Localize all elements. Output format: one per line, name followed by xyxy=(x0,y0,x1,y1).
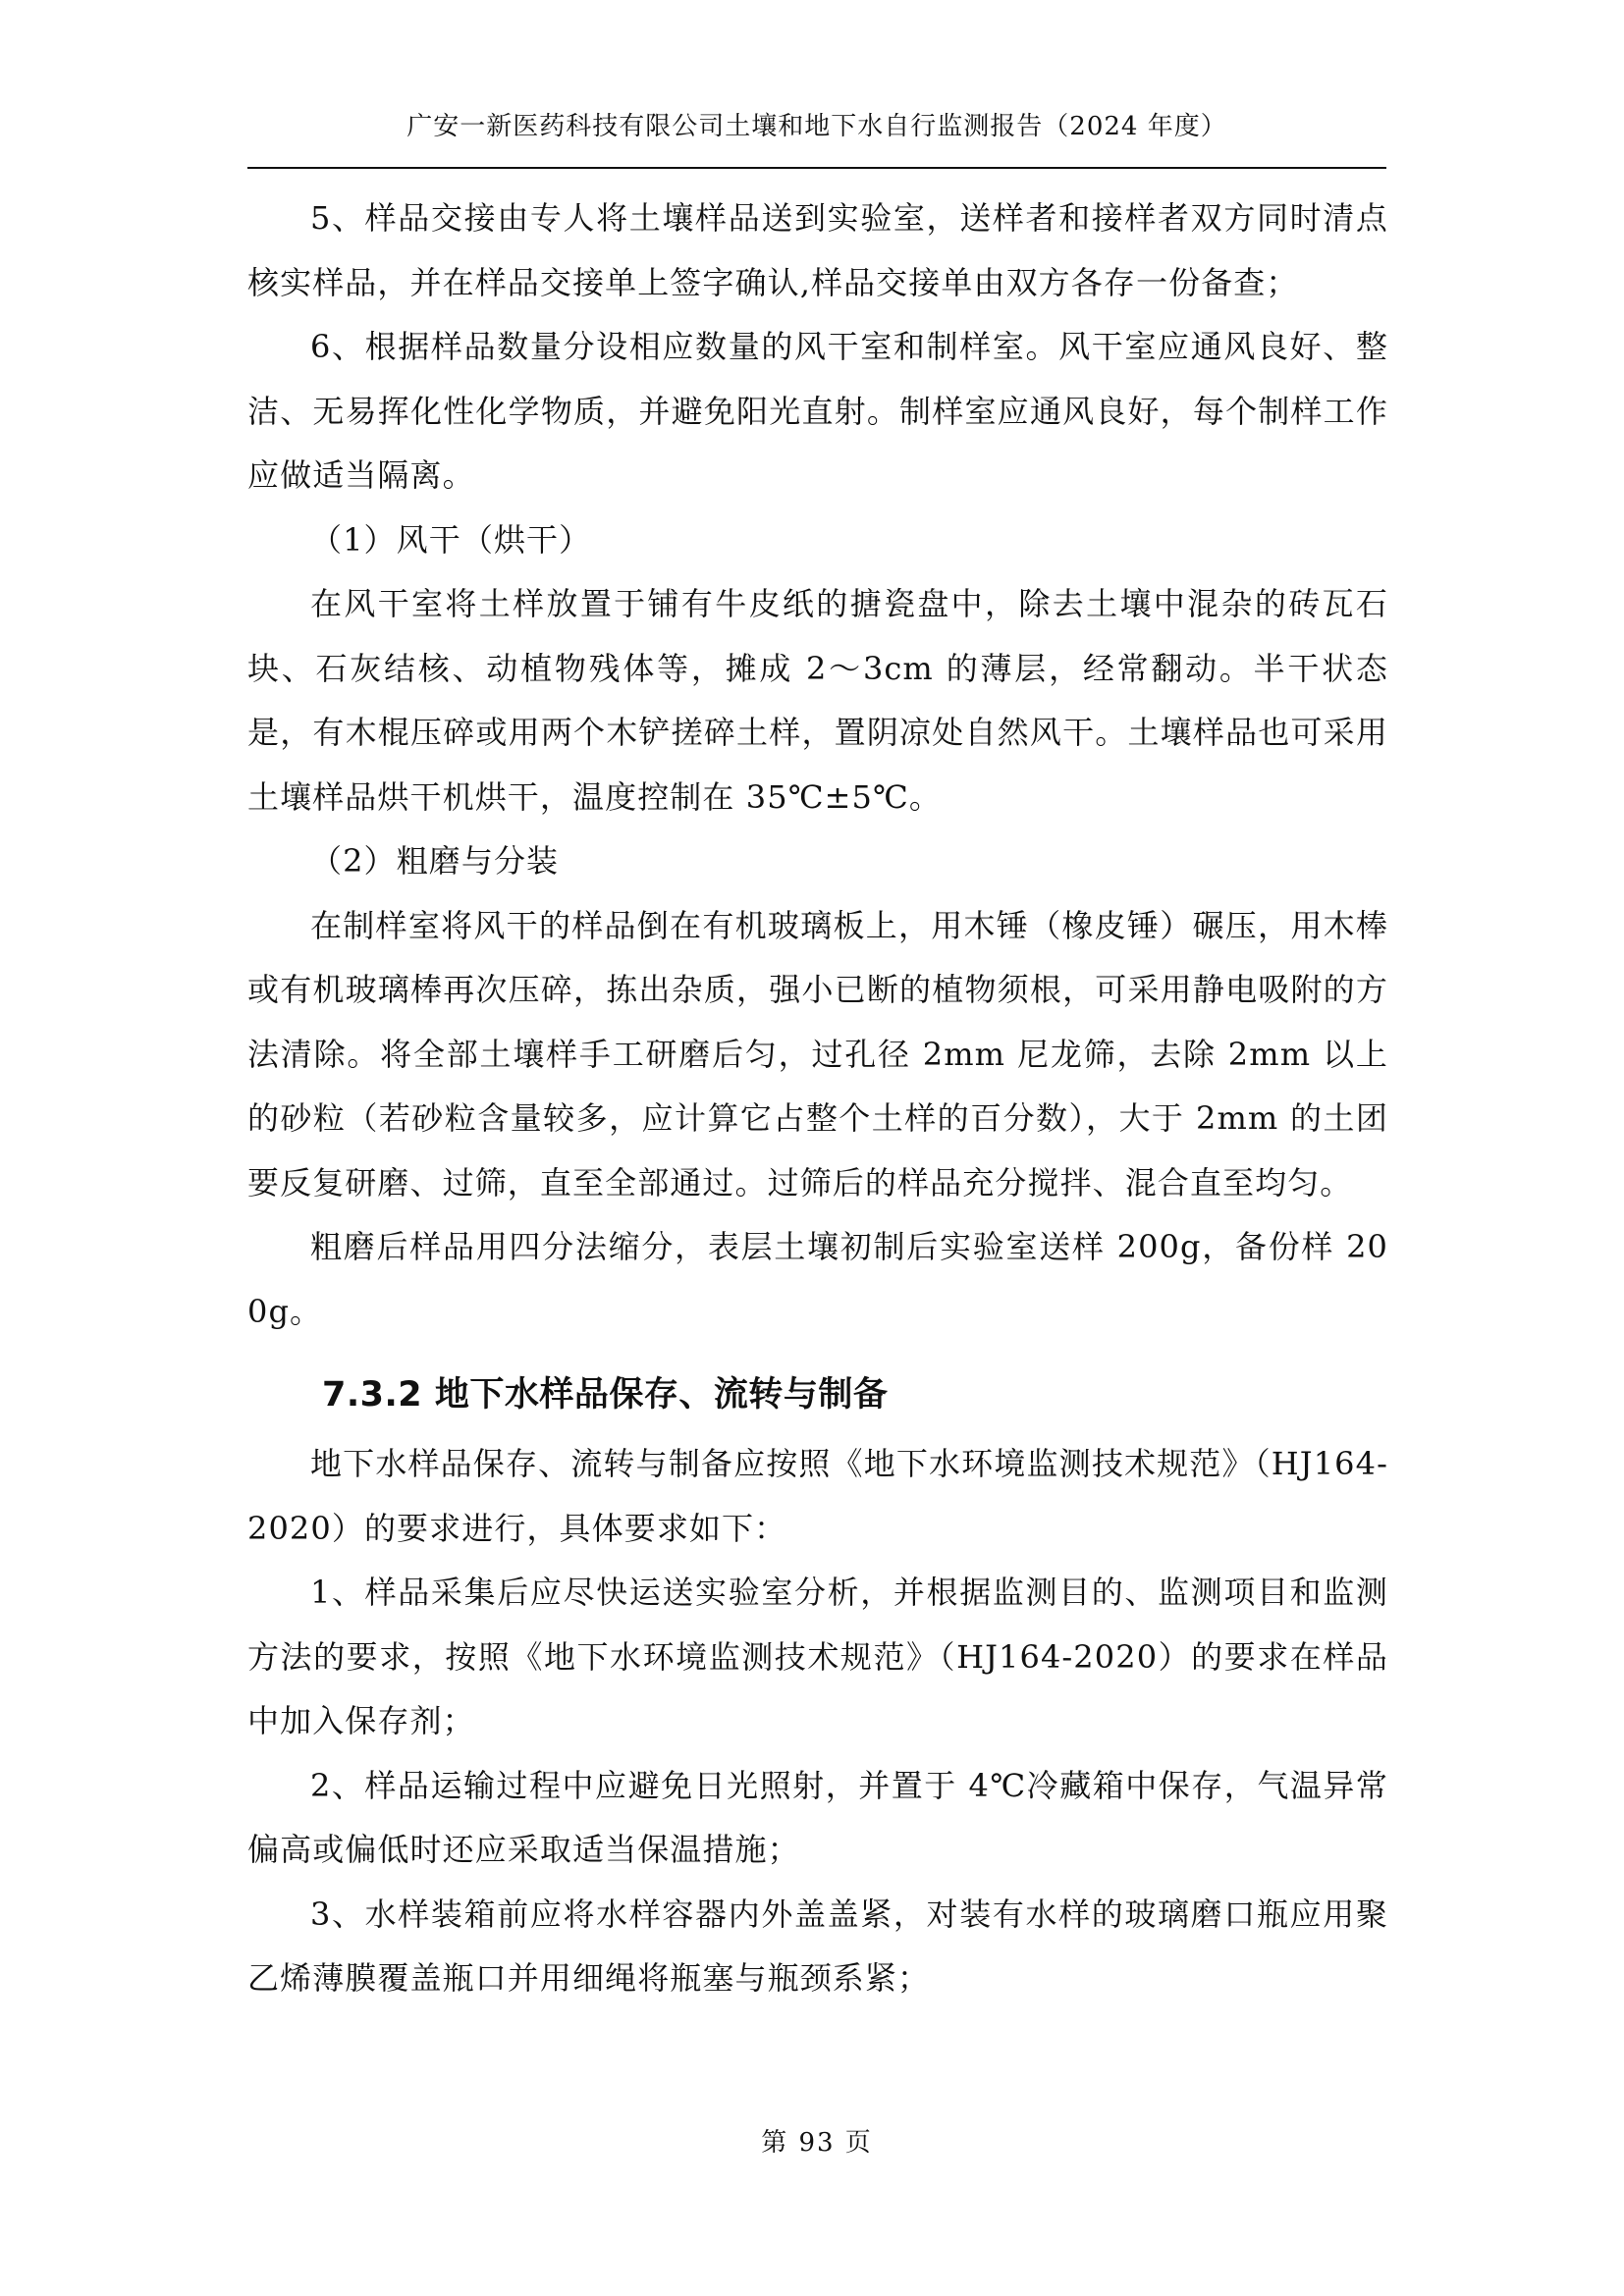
running-header: 广安一新医药科技有限公司土壤和地下水自行监测报告（2024 年度） xyxy=(406,112,1227,141)
page-number: 第 93 页 xyxy=(761,2128,873,2158)
paragraph: 1、样品采集后应尽快运送实验室分析，并根据监测目的、监测项目和监测方法的要求，按照《地下水环境监测技术规范》（HJ164-2020）的要求在样品中加入保存剂； xyxy=(247,1574,1388,1739)
paragraph: 粗磨后样品用四分法缩分，表层土壤初制后实验室送样 200g，备份样 200g。 xyxy=(247,1228,1388,1330)
subheading: （2）粗磨与分装 xyxy=(310,842,560,880)
paragraph: 3、水样装箱前应将水样容器内外盖盖紧，对装有水样的玻璃磨口瓶应用聚乙烯薄膜覆盖瓶口并用细绳将瓶塞与瓶颈系紧； xyxy=(247,1895,1388,1997)
paragraph: 地下水样品保存、流转与制备应按照《地下水环境监测技术规范》（HJ164-2020）的要求进行，具体要求如下： xyxy=(247,1445,1388,1547)
paragraph: 2、样品运输过程中应避免日光照射，并置于 4℃冷藏箱中保存，气温异常偏高或偏低时还应采取适当保温措施； xyxy=(247,1766,1388,1868)
header-divider xyxy=(247,167,1386,169)
section-heading: 7.3.2 地下水样品保存、流转与制备 xyxy=(322,1375,889,1415)
paragraph: 6、根据样品数量分设相应数量的风干室和制样室。风干室应通风良好、整洁、无易挥化性化学物质，并避免阳光直射。制样室应通风良好，每个制样工作应做适当隔离。 xyxy=(247,328,1388,494)
paragraph: 在风干室将土样放置于铺有牛皮纸的搪瓷盘中，除去土壤中混杂的砖瓦石块、石灰结核、动植物残体等，摊成 2～3cm 的薄层，经常翻动。半干状态是，有木棍压碎或用两个木铲搓碎土样，置阴凉处自然风干。土壤样品也可采用土壤样品烘干机烘干，温度控制在 35℃±5℃。 xyxy=(247,585,1388,816)
paragraph: 在制样室将风干的样品倒在有机玻璃板上，用木锤（橡皮锤）碾压，用木棒或有机玻璃棒再次压碎，拣出杂质，强小已断的植物须根，可采用静电吸附的方法清除。将全部土壤样手工研磨后匀，过孔径 2mm 尼龙筛，去除 2mm 以上的砂粒（若砂粒含量较多，应计算它占整个土样的百分数），大于 2mm 的土团要反复研磨、过筛，直至全部通过。过筛后的样品充分搅拌、混合直至均匀。 xyxy=(247,906,1388,1201)
page-body xyxy=(247,187,1388,2011)
subheading: （1）风干（烘干） xyxy=(310,520,592,559)
paragraph: 5、样品交接由专人将土壤样品送到实验室，送样者和接样者双方同时清点核实样品，并在样品交接单上签字确认,样品交接单由双方各存一份备查； xyxy=(247,199,1388,301)
